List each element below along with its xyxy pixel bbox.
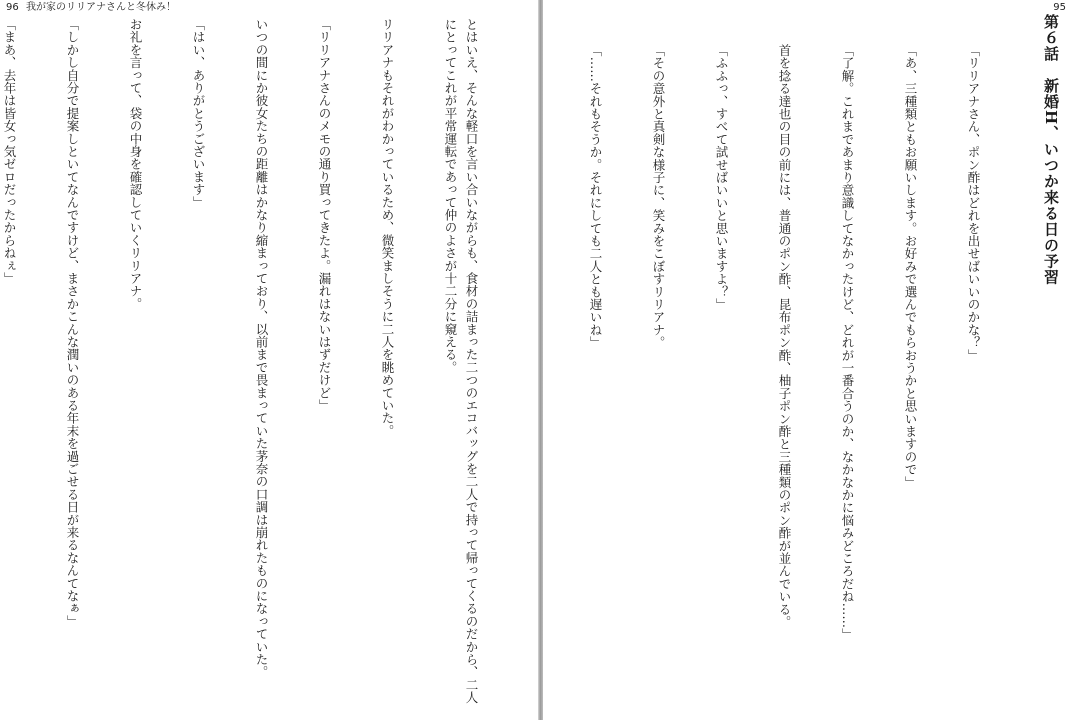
text-line: 「リリアナさんのメモの通り買ってきたよ。漏れはないはずだけど」 bbox=[317, 18, 332, 412]
text-line: リリアナもそれがわかっているため、微笑ましそうに二人を眺めていた。 bbox=[380, 18, 395, 438]
text-line: 「……それもそうか。それにしても二人とも遅いね」 bbox=[588, 44, 603, 349]
page-number: 95 bbox=[1053, 2, 1066, 13]
body-text bbox=[576, 44, 1026, 708]
text-line: とはいえ、そんな軽口を言い合いながらも、食材の詰まった二つのエコバッグを二人で持って帰ってくるのだから、二人にとってこれが平常運転であって仲のよさが十二分に窺える。 bbox=[443, 18, 479, 704]
right-page bbox=[543, 0, 1080, 720]
text-line: 「まあ、去年は皆女っ気ゼロだったからねぇ」 bbox=[2, 18, 17, 285]
text-line: 首を捻る達也の目の前には、普通のポン酢、昆布ポン酢、柚子ポン酢と三種類のポン酢が並んでいる。 bbox=[777, 44, 792, 629]
body-text bbox=[2, 18, 524, 708]
text-line: お礼を言って、袋の中身を確認していくリリアナ。 bbox=[128, 18, 143, 311]
text-line: 「しかし自分で提案しといてなんですけど、まさかこんな潤いのある年末を過ごせる日が来るなんてなぁ」 bbox=[65, 18, 80, 628]
chapter-title: 第６話 新婚H、いつか来る日の予習 bbox=[1042, 14, 1060, 286]
text-line: いつの間にか彼女たちの距離はかなり縮まっており、以前まで畏まっていた茅奈の口調は崩れたものになっていた。 bbox=[254, 18, 269, 679]
text-line: 「ふふっ、すべて試せばいいと思いますよ？」 bbox=[714, 44, 729, 311]
running-title: 我が家のリリアナさんと冬休み！ bbox=[26, 2, 176, 13]
text-line: 「その意外と真剣な様子に、笑みをこぼすリリアナ。 bbox=[651, 44, 666, 349]
text-line: 「あ、三種類ともお願いします。お好みで選んでもらおうかと思いますので」 bbox=[903, 44, 918, 489]
page-number: 96 bbox=[6, 2, 19, 13]
text-line: 「リリアナさん、ポン酢はどれを出せばいいのかな？」 bbox=[966, 44, 981, 362]
text-line: 「はい、ありがとうございます」 bbox=[191, 18, 206, 209]
left-page bbox=[0, 0, 538, 720]
text-line: 「了解。これまであまり意識してなかったけど、どれが一番合うのか、なかなかに悩みどころだね……」 bbox=[840, 44, 855, 641]
